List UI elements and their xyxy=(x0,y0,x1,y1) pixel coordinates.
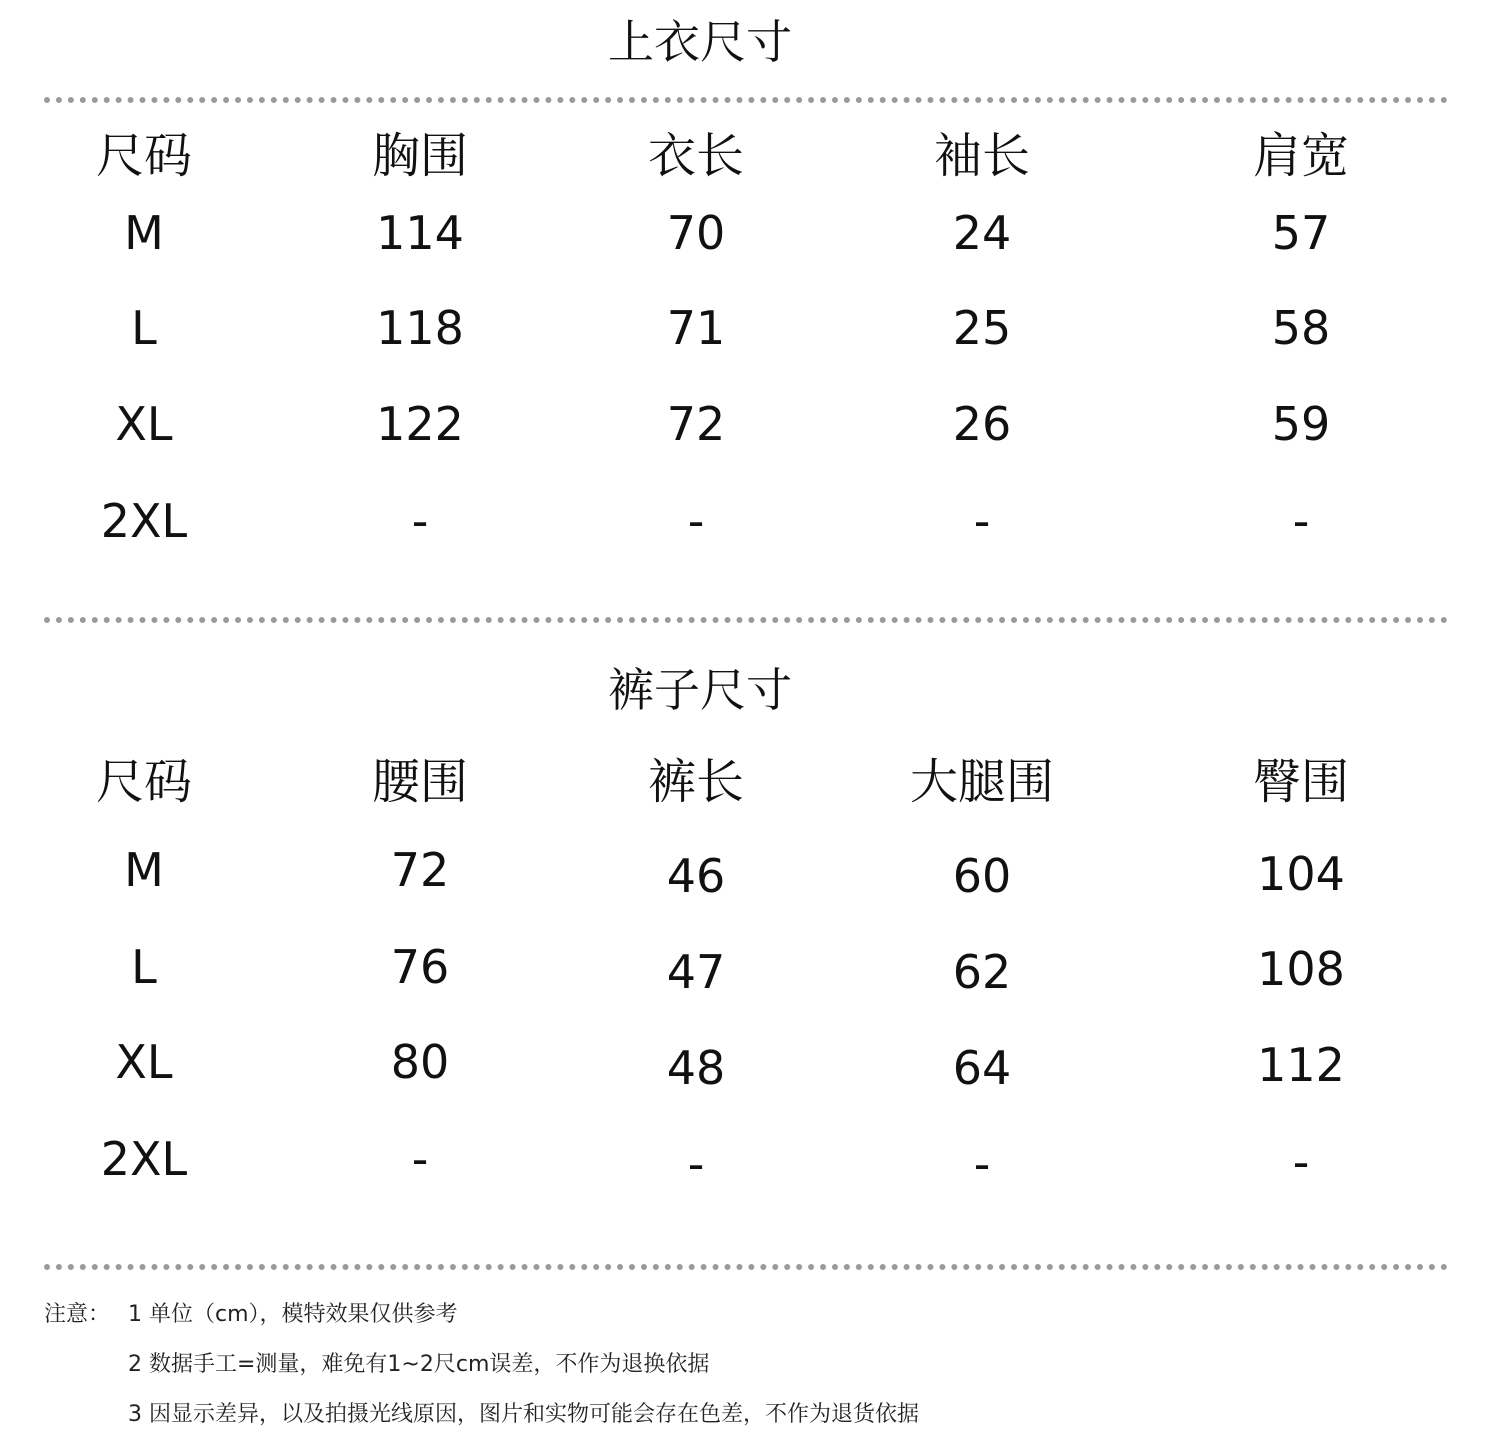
tops-length-cell: 70 xyxy=(666,206,726,260)
tops-length-cell: - xyxy=(687,494,705,548)
pants-size-cell: M xyxy=(124,843,164,897)
pants-waist-cell: 80 xyxy=(390,1035,450,1089)
tops-header-sleeve: 袖长 xyxy=(933,128,1030,184)
pants-hip-cell: 108 xyxy=(1257,942,1345,996)
tops-sleeve-cell: 25 xyxy=(952,301,1012,355)
pants-size-cell: 2XL xyxy=(100,1132,188,1186)
pants-size-cell: XL xyxy=(115,1035,173,1089)
tops-title: 上衣尺寸 xyxy=(608,15,792,69)
pants-length-cell: 46 xyxy=(666,849,726,903)
tops-header-size: 尺码 xyxy=(95,128,192,184)
tops-sleeve-cell: 26 xyxy=(952,397,1012,451)
pants-hip-cell: 104 xyxy=(1257,847,1345,901)
tops-header-shoulder: 肩宽 xyxy=(1252,128,1349,184)
pants-length-cell: - xyxy=(687,1137,705,1191)
tops-shoulder-cell: 59 xyxy=(1271,397,1331,451)
pants-thigh-cell: 60 xyxy=(952,849,1012,903)
pants-hip-cell: - xyxy=(1292,1135,1310,1189)
pants-header-hip: 臀围 xyxy=(1252,754,1349,810)
pants-thigh-cell: - xyxy=(973,1137,991,1191)
pants-length-cell: 48 xyxy=(666,1041,726,1095)
divider-top xyxy=(44,97,1448,103)
pants-header-size: 尺码 xyxy=(95,754,192,810)
pants-waist-cell: 76 xyxy=(390,940,450,994)
note-line: 2 数据手工=测量，难免有1~2尺cm误差，不作为退换依据 xyxy=(128,1352,710,1377)
tops-chest-cell: - xyxy=(411,494,429,548)
pants-waist-cell: - xyxy=(411,1132,429,1186)
note-line: 1 单位（cm），模特效果仅供参考 xyxy=(128,1302,458,1327)
pants-header-waist: 腰围 xyxy=(371,754,468,810)
note-line: 3 因显示差异，以及拍摄光线原因，图片和实物可能会存在色差，不作为退货依据 xyxy=(128,1402,919,1427)
tops-header-chest: 胸围 xyxy=(371,128,468,184)
tops-chest-cell: 114 xyxy=(376,206,464,260)
notes-label: 注意： xyxy=(44,1302,111,1327)
pants-hip-cell: 112 xyxy=(1257,1038,1345,1092)
tops-length-cell: 71 xyxy=(666,301,726,355)
pants-header-thigh: 大腿围 xyxy=(909,754,1054,810)
tops-size-cell: XL xyxy=(115,397,173,451)
pants-length-cell: 47 xyxy=(666,945,726,999)
tops-shoulder-cell: 58 xyxy=(1271,301,1331,355)
tops-sleeve-cell: - xyxy=(973,494,991,548)
tops-size-cell: L xyxy=(131,301,157,355)
tops-size-cell: 2XL xyxy=(100,494,188,548)
pants-thigh-cell: 62 xyxy=(952,945,1012,999)
divider-middle xyxy=(44,617,1448,623)
tops-length-cell: 72 xyxy=(666,397,726,451)
tops-chest-cell: 122 xyxy=(376,397,464,451)
tops-shoulder-cell: - xyxy=(1292,494,1310,548)
pants-header-length: 裤长 xyxy=(647,754,744,810)
pants-waist-cell: 72 xyxy=(390,843,450,897)
tops-sleeve-cell: 24 xyxy=(952,206,1012,260)
tops-shoulder-cell: 57 xyxy=(1271,206,1331,260)
pants-title: 裤子尺寸 xyxy=(608,663,792,717)
divider-bottom xyxy=(44,1264,1448,1270)
tops-size-cell: M xyxy=(124,206,164,260)
pants-thigh-cell: 64 xyxy=(952,1041,1012,1095)
tops-chest-cell: 118 xyxy=(376,301,464,355)
pants-size-cell: L xyxy=(131,940,157,994)
tops-header-length: 衣长 xyxy=(647,128,744,184)
